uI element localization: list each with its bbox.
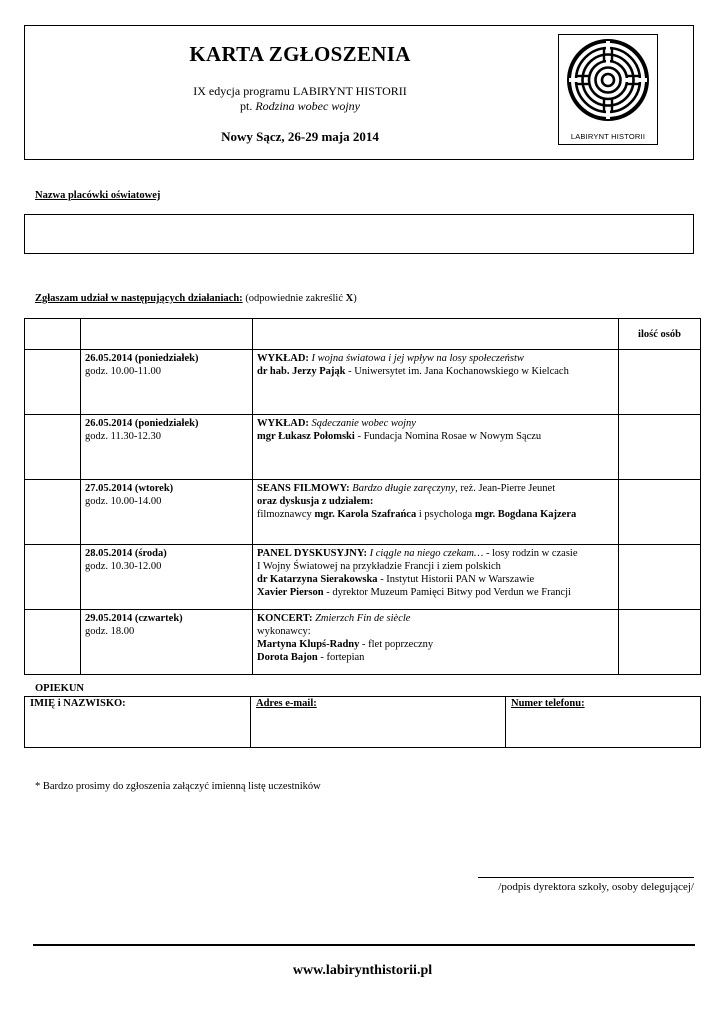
- activity-performer: Martyna Klupś-Radny: [257, 639, 360, 650]
- guardian-phone-label: Numer telefonu:: [511, 698, 585, 709]
- guardian-label: OPIEKUN: [35, 683, 85, 694]
- activity-count-cell[interactable]: [619, 415, 701, 480]
- activity-time: godz. 10.30-12.00: [85, 561, 162, 572]
- activities-header-row: [25, 319, 701, 350]
- activity-line-4: [257, 651, 614, 664]
- footnote: * Bardzo prosimy do zgłoszenia załączyć imienną listę uczestników: [35, 781, 321, 792]
- activity-speaker: dr Katarzyna Sierakowska: [257, 574, 378, 585]
- activity-date: 28.05.2014 (środa): [85, 548, 167, 559]
- activity-count-cell[interactable]: [619, 610, 701, 675]
- activity-time: godz. 18.00: [85, 626, 135, 637]
- edition-line: IX edycja programu LABIRYNT HISTORII: [193, 84, 407, 98]
- activity-line-2: [257, 430, 614, 443]
- activity-row: [25, 545, 701, 610]
- activities-intro: [35, 293, 357, 304]
- activity-date-cell: [81, 610, 253, 675]
- signature-line[interactable]: [478, 877, 694, 878]
- activity-mark-cell[interactable]: [25, 610, 81, 675]
- activity-line-2: wykonawcy:: [257, 626, 311, 637]
- guardian-email-label: Adres e-mail:: [256, 698, 317, 709]
- activity-speaker: mgr. Bogdana Kajzera: [474, 509, 577, 520]
- activity-line-2: oraz dyskusja z udziałem:: [257, 496, 374, 507]
- guardian-email-field[interactable]: [251, 697, 506, 748]
- theme-prefix: pt.: [240, 99, 253, 113]
- activity-title: Zmierzch Fin de siècle: [312, 613, 411, 624]
- guardian-phone-field[interactable]: [506, 697, 701, 748]
- signature-caption: /podpis dyrektora szkoły, osoby delegującej/: [498, 881, 694, 893]
- activity-count-cell[interactable]: [619, 545, 701, 610]
- activity-desc-cell: [253, 480, 619, 545]
- mark-header-cell: [25, 319, 81, 350]
- activity-row: [25, 610, 701, 675]
- activity-row: [25, 480, 701, 545]
- date-header-cell: [81, 319, 253, 350]
- activity-subtitle: - losy rodzin w czasie: [483, 548, 578, 559]
- activity-affiliation: - Uniwersytet im. Jana Kochanowskiego w Kielcach: [345, 366, 569, 377]
- activity-mark-cell[interactable]: [25, 415, 81, 480]
- activity-speaker: mgr. Karola Szafrańca: [314, 509, 417, 520]
- activity-type: SEANS FILMOWY:: [257, 483, 350, 494]
- activity-desc-cell: [253, 545, 619, 610]
- school-name-label: Nazwa placówki oświatowej: [35, 190, 161, 201]
- activities-intro-mark: X: [345, 293, 354, 304]
- activity-type: PANEL DYSKUSYJNY:: [257, 548, 367, 559]
- activity-line-1: [257, 352, 614, 365]
- activity-type: WYKŁAD:: [257, 418, 309, 429]
- footer-divider: [33, 944, 695, 946]
- activity-desc-cell: [253, 610, 619, 675]
- activity-line-4: [257, 586, 614, 599]
- activity-date: 27.05.2014 (wtorek): [85, 483, 174, 494]
- activity-mark-cell[interactable]: [25, 350, 81, 415]
- activity-date-cell: [81, 545, 253, 610]
- activity-date: 26.05.2014 (poniedziałek): [85, 418, 199, 429]
- activity-count-cell[interactable]: [619, 350, 701, 415]
- activity-title: Bardzo długie zaręczyny: [349, 483, 456, 494]
- guardian-row: [25, 697, 701, 748]
- activity-mark-cell[interactable]: [25, 545, 81, 610]
- guardian-table: [24, 696, 701, 748]
- activity-affiliation: - dyrektor Muzeum Pamięci Bitwy pod Verdun we Francji: [323, 587, 571, 598]
- event-header-cell: [253, 319, 619, 350]
- activity-title: I wojna światowa i jej wpływ na losy społeczeństw: [308, 353, 524, 364]
- activity-row: [25, 415, 701, 480]
- activity-affiliation: - Fundacja Nomina Rosae w Nowym Sączu: [354, 431, 542, 442]
- theme-title: Rodzina wobec wojny: [255, 99, 360, 113]
- activity-time: godz. 11.30-12.30: [85, 431, 162, 442]
- activity-line-1: [257, 547, 614, 560]
- activity-mark-cell[interactable]: [25, 480, 81, 545]
- page-title: KARTA ZGŁOSZENIA: [189, 42, 411, 66]
- activity-time: godz. 10.00-14.00: [85, 496, 162, 507]
- activity-line-1: [257, 612, 614, 625]
- activity-row: [25, 350, 701, 415]
- labyrinth-icon: [567, 39, 649, 121]
- guardian-name-label: IMIĘ i NAZWISKO:: [30, 698, 126, 709]
- activities-intro-label: Zgłaszam udział w następujących działaniach:: [35, 293, 243, 304]
- activity-director: , reż. Jean-Pierre Jeunet: [455, 483, 556, 494]
- activities-table: [24, 318, 701, 675]
- logo: [558, 34, 658, 145]
- activities-intro-note-end: ): [353, 293, 357, 304]
- theme-line: [25, 99, 575, 114]
- activity-speaker: Xavier Pierson: [257, 587, 324, 598]
- activity-title: Sądeczanie wobec wojny: [308, 418, 416, 429]
- activity-desc-cell: [253, 415, 619, 480]
- activity-date-cell: [81, 480, 253, 545]
- activity-role-2: i psychologa: [416, 509, 475, 520]
- activity-date-cell: [81, 415, 253, 480]
- activity-affiliation: - Instytut Historii PAN w Warszawie: [377, 574, 535, 585]
- activity-count-cell[interactable]: [619, 480, 701, 545]
- activity-type: WYKŁAD:: [257, 353, 309, 364]
- place-date: Nowy Sącz, 26-29 maja 2014: [221, 129, 379, 144]
- activity-line-1: [257, 417, 614, 430]
- activity-type: KONCERT:: [257, 613, 313, 624]
- school-name-field[interactable]: [24, 214, 694, 254]
- activity-instrument: - fortepian: [317, 652, 365, 663]
- activity-title: I ciągle na niego czekam…: [366, 548, 484, 559]
- activity-role-1: filmoznawcy: [257, 509, 315, 520]
- activity-line-3: [257, 508, 614, 521]
- logo-text: LABIRYNT HISTORII: [570, 132, 646, 141]
- activity-time: godz. 10.00-11.00: [85, 366, 162, 377]
- guardian-name-field[interactable]: [25, 697, 251, 748]
- activity-line-2: [257, 365, 614, 378]
- activity-line-3: [257, 573, 614, 586]
- activity-speaker: dr hab. Jerzy Pająk: [257, 366, 346, 377]
- activity-line-2: I Wojny Światowej na przykładzie Francji i ziem polskich: [257, 561, 501, 572]
- activity-date: 26.05.2014 (poniedziałek): [85, 353, 199, 364]
- activity-instrument: - flet poprzeczny: [359, 639, 434, 650]
- website-link[interactable]: www.labirynthistorii.pl: [292, 963, 433, 978]
- activity-line-1: [257, 482, 614, 495]
- activities-intro-note: (odpowiednie zakreślić: [242, 293, 346, 304]
- activity-date: 29.05.2014 (czwartek): [85, 613, 183, 624]
- activity-desc-cell: [253, 350, 619, 415]
- activity-line-3: [257, 638, 614, 651]
- header-box: [24, 25, 694, 160]
- count-header: ilość osób: [619, 319, 701, 350]
- activity-date-cell: [81, 350, 253, 415]
- activity-performer: Dorota Bajon: [257, 652, 318, 663]
- activity-speaker: mgr Łukasz Połomski: [257, 431, 355, 442]
